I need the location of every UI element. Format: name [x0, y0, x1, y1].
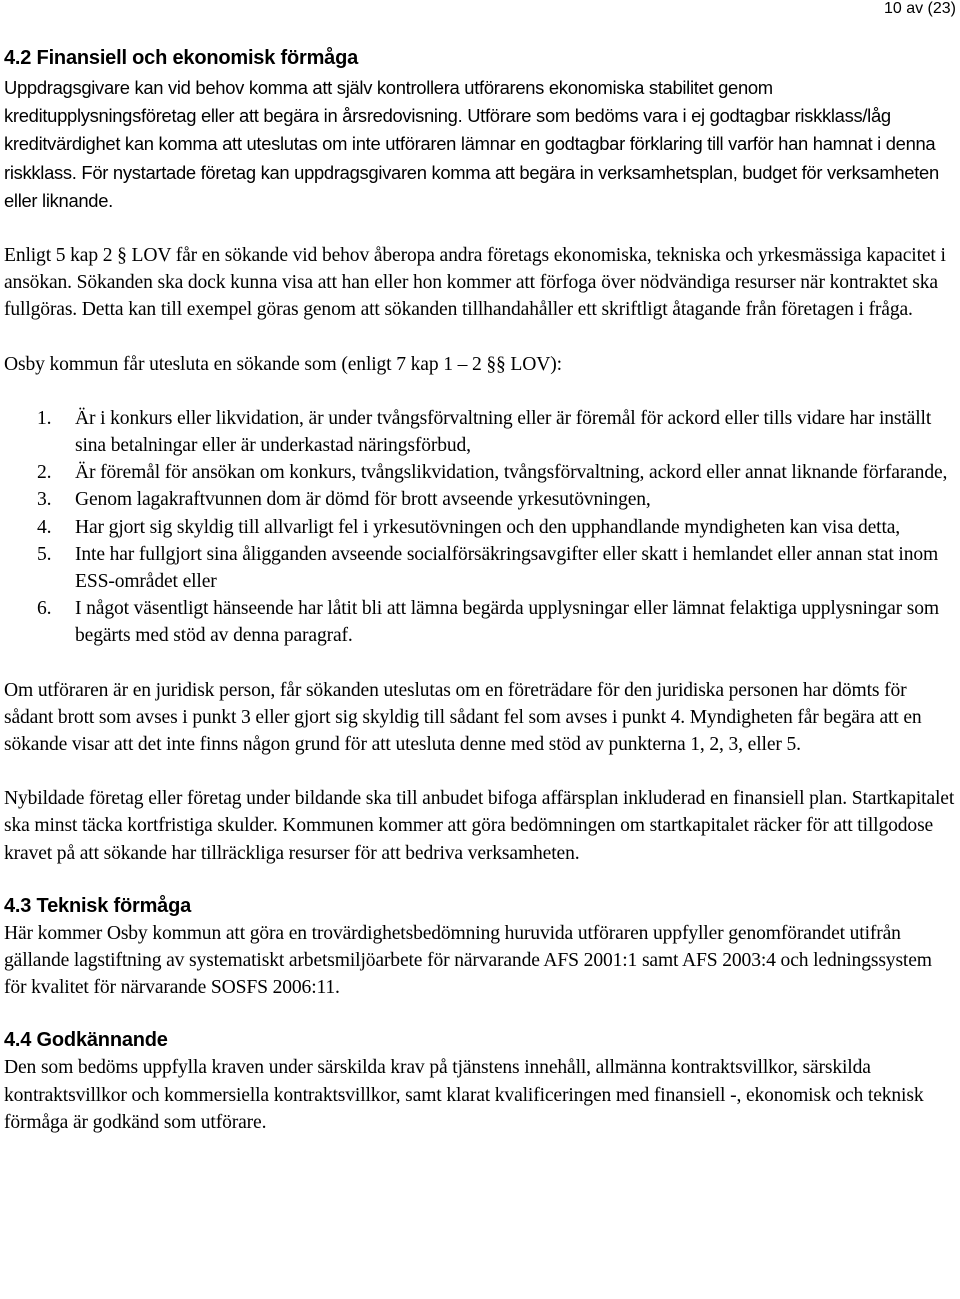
new-company-paragraph: Nybildade företag eller företag under bildande ska till anbudet bifoga affärsplan inkluderad en finansiell plan. Startkapitalet ska minst täcka kortfristiga skulder. Kommunen kommer att göra bedömningen om startkapitalet räcker för att tillgodose kravet på att sökande har tillräckliga resurser för att bedriva verksamheten. [4, 788, 955, 864]
intro-sentence-3: För nystartade företag kan uppdragsgivaren komma att begära in verksamhetsplan, budget för verksamheten eller liknande. [4, 161, 939, 211]
page-number: 10 av (23) [883, 0, 956, 17]
section-heading-4-4: 4.4 Godkännande [4, 1029, 168, 1052]
list-item: 4. Har gjort sig skyldig till allvarligt fel i yrkesutövningen och den upphandlande myndigheten kan visa detta, [37, 516, 901, 538]
list-item: 5. Inte har fullgjort sina åligganden avseende socialförsäkringsavgifter eller skatt i hemlandet eller annan stat inom ESS-området eller [37, 543, 939, 593]
technical-capacity-paragraph: Här kommer Osby kommun att göra en trovärdighetsbedömning huruvida utföraren uppfyller genomförandet utifrån gällande lagstiftning av systematiskt arbetsmiljöarbete för närvarande AFS 2001:1 samt AFS 2003:4 och ledningssystem för kvalitet för närvarande SOSFS 2006:11. [4, 922, 932, 999]
exclusion-intro: Osby kommun får utesluta en sökande som (enligt 7 kap 1 – 2 §§ LOV): [4, 353, 562, 375]
intro-sentence-2: Utförare som bedöms vara i ej godtagbar riskklass/låg kreditvärdighet kan komma att uteslutas om inte utföraren lämnar en godtagbar förklaring till varför han hamnat i denna riskklass. [4, 105, 936, 183]
section-heading-4-2: 4.2 Finansiell och ekonomisk förmåga [4, 47, 359, 69]
intro-sentence-1: Uppdragsgivare kan vid behov komma att själv kontrollera utförarens ekonomiska stabilitet genom kreditupplysningsföretag eller att begära in årsredovisning. [4, 77, 773, 127]
list-item: 1. Är i konkurs eller likvidation, är under tvångsförvaltning eller är föremål för ackord eller tills vidare har inställt sina betalningar eller är underkastad näringsförbud, [37, 407, 932, 457]
list-item: 2. Är föremål för ansökan om konkurs, tvångslikvidation, tvångsförvaltning, ackord eller annat liknande förfarande, [37, 462, 948, 484]
exclusion-list [4, 405, 956, 650]
approval-paragraph: Den som bedöms uppfylla kraven under särskilda krav på tjänstens innehåll, allmänna kontraktsvillkor, särskilda kontraktsvillkor och kommersiella kontraktsvillkor, samt klarat kvalificeringen med finansiell -, ekonomisk och teknisk förmåga är godkänd som utförare. [4, 1057, 924, 1133]
legal-person-paragraph: Om utföraren är en juridisk person, får sökanden uteslutas om en företrädare för den juridiska personen har dömts för sådant brott som avses i punkt 3 eller gjort sig skyldig till sådant fel som avses i punkt 4. Myndigheten får begära att en sökande visar att det inte finns någon grund för att utesluta denne med stöd av punkterna 1, 2, 3, eller 5. [4, 679, 922, 756]
lov-capacity-paragraph: Enligt 5 kap 2 § LOV får en sökande vid behov åberopa andra företags ekonomiska, tekniska och yrkesmässiga kapacitet i ansökan. Sökanden ska dock kunna visa att han eller hon kommer att förfoga över nödvändiga resurser när kontraktet ska fullgöras. Detta kan till exempel göras genom att sökanden tillhandahåller ett skriftligt åtagande från företagen i fråga. [4, 245, 946, 321]
list-item: 3. Genom lagakraftvunnen dom är dömd för brott avseende yrkesutövningen, [37, 489, 651, 511]
document-body [4, 44, 956, 1136]
financial-control-paragraph [4, 74, 956, 215]
list-item: 6. I något väsentligt hänseende har låtit bli att lämna begärda upplysningar eller lämnat felaktiga upplysningar som begärts med stöd av denna paragraf. [37, 598, 939, 647]
section-heading-4-3: 4.3 Teknisk förmåga [4, 894, 192, 917]
